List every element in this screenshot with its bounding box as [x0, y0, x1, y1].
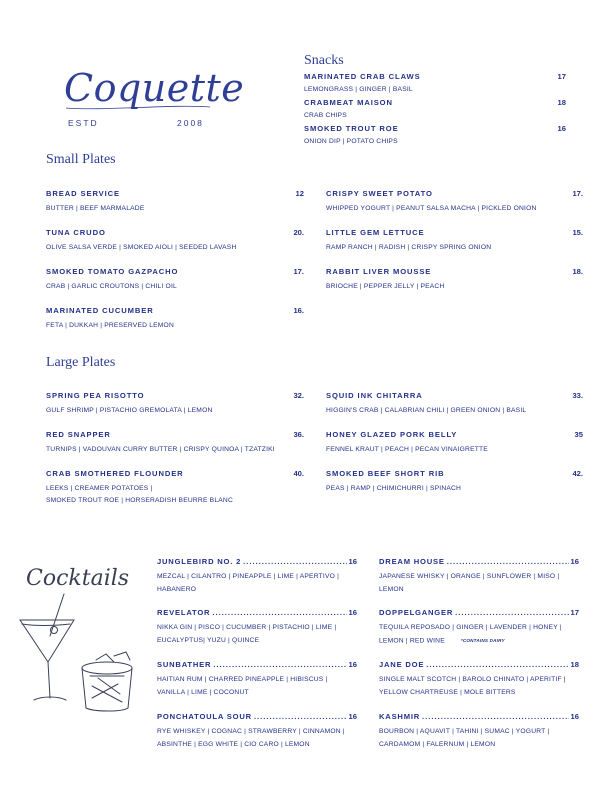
dot-leader [213, 660, 346, 669]
item-name: CRISPY SWEET POTATO [326, 189, 433, 198]
cocktail-name: JUNGLEBIRD NO. 2 [157, 557, 242, 566]
small-plates-title: Small Plates [46, 152, 116, 167]
item-desc: WHIPPED YOGURT | PEANUT SALSA MACHA | PICKLED ONION [326, 205, 537, 212]
cocktail-name: REVELATOR [157, 608, 211, 617]
item-desc: CRAB | GARLIC CROUTONS | CHILI OIL [46, 283, 177, 290]
cocktail-price: 16 [348, 712, 357, 721]
cocktail-item [379, 712, 579, 751]
large-plates-title: Large Plates [46, 355, 116, 370]
cocktail-item [157, 660, 357, 699]
cocktail-price: 17 [570, 608, 579, 617]
cocktail-name: KASHMIR [379, 712, 421, 721]
logo-year: 2008 [177, 118, 204, 128]
logo-estd-label: ESTD [68, 118, 99, 128]
dot-leader [254, 712, 347, 721]
cocktail-price: 16 [570, 712, 579, 721]
cocktail-item [379, 557, 579, 596]
cocktail-desc: SINGLE MALT SCOTCH | BAROLO CHINATO | APERITIF | [379, 676, 566, 683]
dot-leader [422, 712, 569, 721]
cocktail-desc: MEZCAL | CILANTRO | PINEAPPLE | LIME | APERTIVO | [157, 573, 340, 580]
cocktail-name: PONCHATOULA SOUR [157, 712, 252, 721]
small-plate-item [326, 228, 583, 254]
cocktail-price: 16 [348, 608, 357, 617]
item-name: HONEY GLAZED PORK BELLY [326, 430, 458, 439]
item-price: 36. [293, 430, 304, 439]
brand-logo: Coquette [64, 66, 245, 110]
item-name: MARINATED CRAB CLAWS [304, 72, 421, 81]
cocktail-item [379, 660, 579, 699]
dot-leader [243, 557, 346, 566]
item-name: RED SNAPPER [46, 430, 111, 439]
small-plate-item [326, 267, 583, 293]
item-desc: RAMP RANCH | RADISH | CRISPY SPRING ONION [326, 244, 492, 251]
large-plate-item [326, 430, 583, 456]
item-name: MARINATED CUCUMBER [46, 306, 154, 315]
dietary-note: *CONTAINS DAIRY [460, 638, 505, 643]
item-desc: BRIOCHE | PEPPER JELLY | PEACH [326, 283, 445, 290]
large-plate-item [326, 469, 583, 495]
dot-leader [455, 608, 568, 617]
cocktail-price: 16 [348, 660, 357, 669]
item-price: 12 [295, 189, 304, 198]
item-desc: TURNIPS | VADOUVAN CURRY BUTTER | CRISPY QUINOA | TZATZIKI [46, 446, 275, 453]
item-desc: FETA | DUKKAH | PRESERVED LEMON [46, 322, 174, 329]
item-name: SMOKED BEEF SHORT RIB [326, 469, 445, 478]
cocktail-price: 18 [570, 660, 579, 669]
cocktail-name: DREAM HOUSE [379, 557, 445, 566]
dot-leader [447, 557, 569, 566]
cocktail-desc: ABSINTHE | EGG WHITE | CIO CARO | LEMON [157, 741, 310, 748]
item-desc: GULF SHRIMP | PISTACHIO GREMOLATA | LEMON [46, 407, 213, 414]
item-name: SMOKED TOMATO GAZPACHO [46, 267, 179, 276]
item-name: CRABMEAT MAISON [304, 98, 393, 107]
item-price: 16 [557, 124, 566, 133]
item-desc: CRAB CHIPS [304, 112, 347, 119]
large-plate-item [46, 430, 304, 456]
item-name: LITTLE GEM LETTUCE [326, 228, 425, 237]
item-price: 18 [557, 98, 566, 107]
snack-item [304, 98, 566, 122]
item-name: SPRING PEA RISOTTO [46, 391, 145, 400]
cocktail-desc-line: LEMON | RED WINE [379, 637, 445, 645]
cocktail-desc: YELLOW CHARTREUSE | MOLE BITTERS [379, 689, 516, 696]
item-desc: ONION DIP | POTATO CHIPS [304, 138, 398, 145]
item-price: 35 [574, 430, 583, 439]
item-desc: PEAS | RAMP | CHIMICHURRI | SPINACH [326, 485, 462, 492]
cocktail-desc: TEQUILA REPOSADO | GINGER | LAVENDER | HONEY | [379, 624, 562, 631]
item-price: 17. [572, 189, 583, 198]
cocktail-desc: VANILLA | LIME | COCONUT [157, 689, 249, 696]
dot-leader [212, 608, 346, 617]
item-name: SQUID INK CHITARRA [326, 391, 423, 400]
cocktail-desc: HABANERO [157, 586, 197, 593]
logo-underline-flourish [64, 104, 214, 112]
cocktail-desc [379, 634, 579, 647]
snack-item [304, 72, 566, 96]
item-price: 32. [293, 391, 304, 400]
item-desc: FENNEL KRAUT | PEACH | PECAN VINAIGRETTE [326, 446, 488, 453]
cocktail-name: DOPPELGANGER [379, 608, 454, 617]
item-price: 42. [572, 469, 583, 478]
cocktails-title: Cocktails [26, 566, 130, 591]
cocktail-desc: BOURBON | AQUAVIT | TAHINI | SUMAC | YOGURT | [379, 728, 550, 735]
item-name: RABBIT LIVER MOUSSE [326, 267, 432, 276]
item-desc: SMOKED TROUT ROE | HORSERADISH BEURRE BLANC [46, 497, 233, 504]
item-desc: BUTTER | BEEF MARMALADE [46, 205, 145, 212]
item-desc: OLIVE SALSA VERDE | SMOKED AIOLI | SEEDED LAVASH [46, 244, 237, 251]
small-plate-item [46, 306, 304, 332]
snack-item [304, 124, 566, 148]
cocktail-desc: NIKKA GIN | PISCO | CUCUMBER | PISTACHIO | LIME | [157, 624, 337, 631]
cocktail-item [379, 608, 579, 647]
item-price: 18. [572, 267, 583, 276]
cocktail-desc: LEMON [379, 586, 404, 593]
cocktail-desc: RYE WHISKEY | COGNAC | STRAWBERRY | CINNAMON | [157, 728, 345, 735]
cocktail-price: 16 [348, 557, 357, 566]
dot-leader [426, 660, 568, 669]
cocktail-item [157, 712, 357, 751]
large-plate-item [326, 391, 583, 417]
item-desc: LEMONGRASS | GINGER | BASIL [304, 86, 413, 93]
item-price: 33. [572, 391, 583, 400]
cocktail-desc: JAPANESE WHISKY | ORANGE | SUNFLOWER | MISO | [379, 573, 560, 580]
large-plate-item [46, 391, 304, 417]
large-plate-item [46, 469, 304, 507]
small-plate-item [46, 267, 304, 293]
small-plate-item [46, 189, 304, 215]
item-price: 15. [572, 228, 583, 237]
cocktail-glasses-sketch-icon [14, 590, 154, 720]
item-price: 20. [293, 228, 304, 237]
item-name: CRAB SMOTHERED FLOUNDER [46, 469, 184, 478]
cocktail-name: SUNBATHER [157, 660, 212, 669]
cocktail-price: 16 [570, 557, 579, 566]
cocktail-desc: EUCALYPTUS| YUZU | QUINCE [157, 637, 260, 644]
small-plate-item [46, 228, 304, 254]
item-name: BREAD SERVICE [46, 189, 121, 198]
small-plate-item [326, 189, 583, 215]
cocktail-item [157, 557, 357, 596]
item-price: 40. [293, 469, 304, 478]
item-desc: LEEKS | CREAMER POTATOES | [46, 485, 153, 492]
cocktail-desc: CARDAMOM | FALERNUM | LEMON [379, 741, 496, 748]
cocktail-name: JANE DOE [379, 660, 425, 669]
cocktail-desc: HAITIAN RUM | CHARRED PINEAPPLE | HIBISCUS | [157, 676, 328, 683]
item-name: SMOKED TROUT ROE [304, 124, 399, 133]
item-price: 17 [557, 72, 566, 81]
item-price: 16. [293, 306, 304, 315]
item-price: 17. [293, 267, 304, 276]
cocktail-item [157, 608, 357, 647]
item-desc: HIGGIN'S CRAB | CALABRIAN CHILI | GREEN ONION | BASIL [326, 407, 527, 414]
snacks-title: Snacks [304, 53, 344, 68]
item-name: TUNA CRUDO [46, 228, 106, 237]
